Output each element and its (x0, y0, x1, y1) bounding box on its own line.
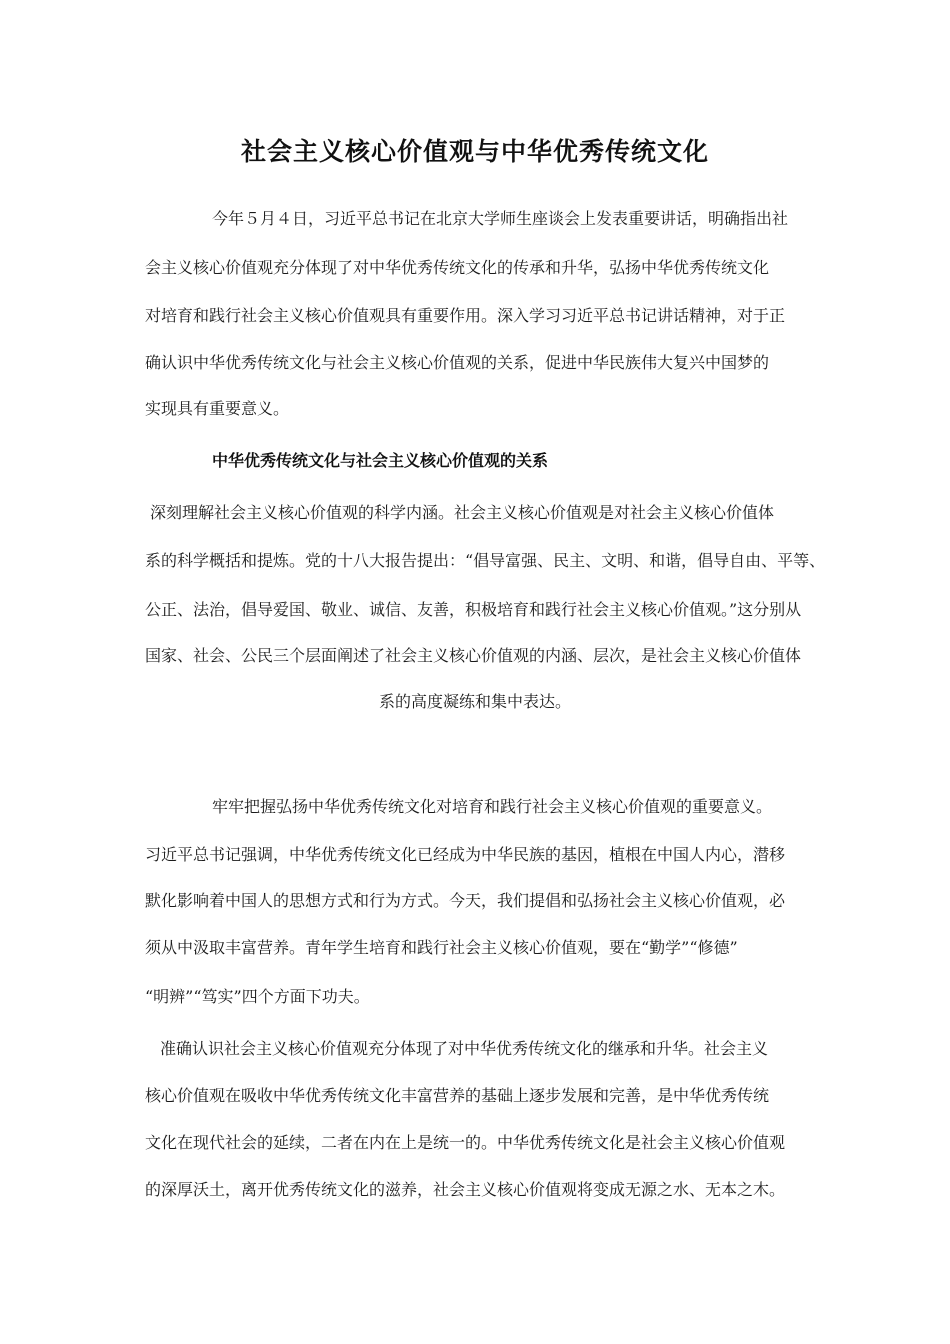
paragraph4-line: 文化在现代社会的延续，二者在内在上是统一的。中华优秀传统文化是社会主义核心价值观 (145, 1133, 786, 1152)
paragraph4-line: 核心价值观在吸收中华优秀传统文化丰富营养的基础上逐步发展和完善，是中华优秀传统 (145, 1086, 770, 1105)
paragraph3-line: 习近平总书记强调，中华优秀传统文化已经成为中华民族的基因，植根在中国人内心，潜移 (145, 845, 786, 864)
paragraph1-line: 会主义核心价值观充分体现了对中华优秀传统文化的传承和升华，弘扬中华优秀传统文化 (145, 258, 770, 277)
paragraph1-line: 实现具有重要意义。 (145, 399, 290, 418)
paragraph3-line: 须从中汲取丰富营养。青年学生培育和践行社会主义核心价值观，要在“勤学”“修德” (145, 938, 738, 957)
paragraph3-line: 默化影响着中国人的思想方式和行为方式。今天，我们提倡和弘扬社会主义核心价值观，必 (145, 891, 786, 910)
paragraph1-line: 对培育和践行社会主义核心价值观具有重要作用。深入学习习近平总书记讲话精神，对于正 (145, 306, 786, 325)
paragraph2-line: 国家、社会、公民三个层面阐述了社会主义核心价值观的内涵、层次，是社会主义核心价值体 (145, 646, 802, 665)
paragraph4-line: 的深厚沃土，离开优秀传统文化的滋养，社会主义核心价值观将变成无源之水、无本之木。 (145, 1180, 786, 1199)
paragraph2-line: 深刻理解社会主义核心价值观的科学内涵。社会主义核心价值观是对社会主义核心价值体 (150, 503, 775, 522)
paragraph2-line: 系的高度凝练和集中表达。 (378, 692, 571, 711)
document-title: 社会主义核心价值观与中华优秀传统文化 (240, 137, 709, 166)
paragraph1-line: 确认识中华优秀传统文化与社会主义核心价值观的关系，促进中华民族伟大复兴中国梦的 (145, 353, 770, 372)
paragraph2-line: 系的科学概括和提炼。党的十八大报告提出：“倡导富强、民主、文明、和谐，倡导自由、平等、 (145, 551, 826, 570)
paragraph3-line: 牢牢把握弘扬中华优秀传统文化对培育和践行社会主义核心价值观的重要意义。 (212, 797, 773, 816)
section-heading: 中华优秀传统文化与社会主义核心价值观的关系 (212, 451, 549, 470)
paragraph4-line: 准确认识社会主义核心价值观充分体现了对中华优秀传统文化的继承和升华。社会主义 (160, 1039, 769, 1058)
paragraph2-line: 公正、法治，倡导爱国、敬业、诚信、友善，积极培育和践行社会主义核心价值观。”这分别从 (145, 600, 802, 619)
paragraph3-line: “明辨”“笃实”四个方面下功夫。 (145, 987, 370, 1006)
paragraph1-line: 今年５月４日，习近平总书记在北京大学师生座谈会上发表重要讲话，明确指出社 (212, 209, 789, 228)
